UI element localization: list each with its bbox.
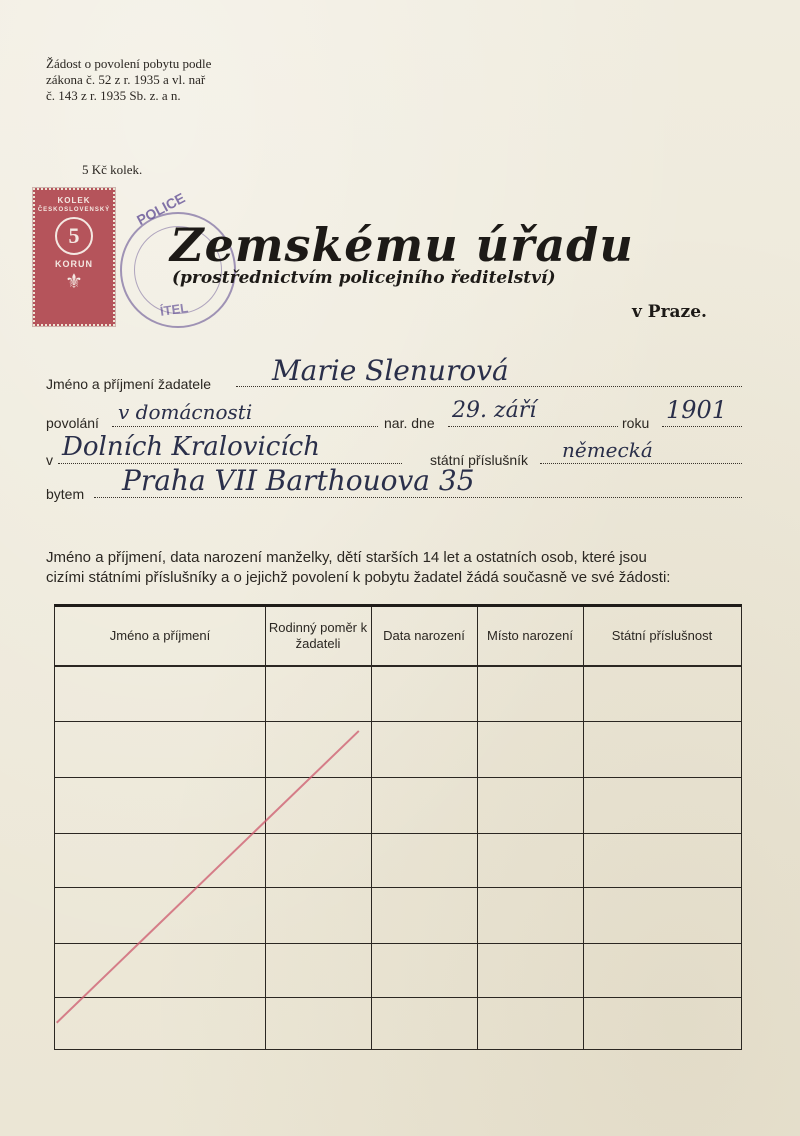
seal-bottom-text: ÍTEL: [159, 300, 190, 319]
birth-date-label: nar. dne: [384, 415, 435, 431]
table-row-divider: [55, 997, 741, 998]
nationality-line: [540, 463, 742, 464]
birth-year-line: [662, 426, 742, 427]
nationality-field[interactable]: německá: [562, 438, 653, 462]
column-divider: [477, 607, 478, 1049]
column-divider: [265, 607, 266, 1049]
table-row-divider: [55, 943, 741, 944]
lion-icon: ⚜: [65, 271, 83, 293]
fee-note: 5 Kč kolek.: [82, 162, 143, 177]
header-row-divider: [55, 665, 741, 667]
occupation-line: [112, 426, 378, 427]
occupation-label: povolání: [46, 415, 99, 431]
office-city: v Praze.: [632, 302, 707, 322]
stamp-top-text: KOLEK: [57, 196, 91, 205]
revenue-stamp: [33, 188, 115, 326]
stamp-country-text: ČESKOSLOVENSKÝ: [37, 207, 111, 213]
birth-date-field[interactable]: 29. září: [452, 398, 537, 423]
table-row-divider: [55, 721, 741, 722]
table-row-divider: [55, 833, 741, 834]
column-header-birth-place: Místo narození: [487, 628, 573, 643]
residence-line: [94, 497, 742, 498]
birth-place-prefix: v: [46, 452, 53, 468]
stamp-value: 5: [55, 217, 93, 255]
occupation-field[interactable]: v domácnosti: [118, 400, 253, 424]
family-instruction: [46, 548, 742, 588]
residence-label: bytem: [46, 486, 85, 502]
applicant-name-label: Jméno a příjmení žadatele: [46, 376, 211, 392]
law-reference: [46, 56, 261, 104]
office-subtitle: (prostřednictvím policejního ředitelství): [172, 268, 556, 288]
birth-place-field[interactable]: Dolních Kralovicích: [62, 432, 320, 462]
residence-field[interactable]: Praha VII Barthouova 35: [122, 464, 475, 497]
nationality-label: státní příslušník: [430, 452, 529, 468]
applicant-name-field[interactable]: Marie Slenurová: [272, 354, 509, 387]
table-row-divider: [55, 777, 741, 778]
office-title: Zemskému úřadu: [170, 218, 634, 272]
birth-date-line: [448, 426, 618, 427]
family-table: [54, 604, 742, 1050]
column-divider: [371, 607, 372, 1049]
column-divider: [583, 607, 584, 1049]
birth-year-field[interactable]: 1901: [666, 396, 728, 424]
table-row-divider: [55, 887, 741, 888]
law-reference-line: Žádost o povolení pobytu podle: [46, 56, 212, 71]
instruction-line: Jméno a příjmení, data narození manželky, dětí starších 14 let a ostatních osob, které jsou: [46, 549, 647, 566]
instruction-line: cizími státními příslušníky a o jejichž povolení k pobytu žadatel žádá současně ve své žádosti:: [46, 569, 671, 586]
column-header-name: Jméno a příjmení: [109, 628, 211, 643]
column-header-relation: Rodinný poměr k žadateli: [268, 620, 368, 651]
stamp-currency: KORUN: [55, 259, 93, 269]
birth-year-label: roku: [622, 415, 650, 431]
column-header-nationality: Státní příslušnost: [611, 628, 713, 643]
law-reference-line: č. 143 z r. 1935 Sb. z. a n.: [46, 88, 181, 103]
law-reference-line: zákona č. 52 z r. 1935 a vl. nař: [46, 72, 206, 87]
seal-top-text: POLICE: [134, 189, 188, 229]
column-header-birth-date: Data narození: [383, 628, 465, 643]
